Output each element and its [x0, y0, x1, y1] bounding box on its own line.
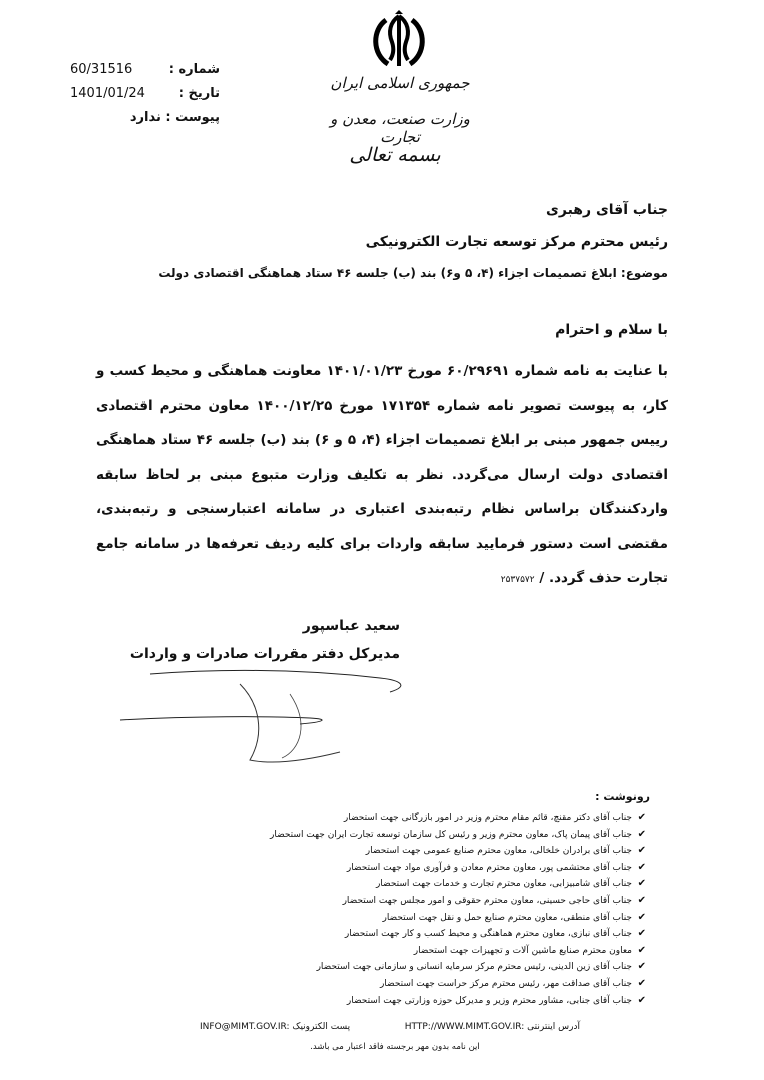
cc-item: ✔جناب آقای جنابی، مشاور محترم وزیر و مدیرکل حوزه وزارتی جهت استحضار: [176, 993, 646, 1010]
check-mark-icon: ✔: [637, 894, 646, 906]
cc-item: ✔جناب آقای منطقی، معاون محترم صنایع حمل و نقل جهت استحضار: [176, 910, 646, 927]
check-mark-icon: ✔: [637, 994, 646, 1006]
iran-emblem-icon: [364, 10, 434, 72]
cc-item: ✔جناب آقای حاجی حسینی، معاون محترم حقوقی و امور مجلس جهت استحضار: [176, 893, 646, 910]
body-reference-code: ۲۵۳۷۵۷۲: [500, 575, 535, 585]
check-mark-icon: ✔: [637, 961, 646, 973]
check-mark-icon: ✔: [637, 861, 646, 873]
signatory-name: سعید عباسپور: [302, 618, 400, 634]
cc-item: ✔جناب آقای صداقت مهر، رئیس محترم مرکز حراست جهت استحضار: [176, 976, 646, 993]
cc-item: ✔جناب آقای شامبیزابی، معاون محترم تجارت و خدمات جهت استحضار: [176, 876, 646, 893]
date-label: تاریخ :: [178, 86, 220, 101]
cc-list: [176, 810, 646, 1009]
letter-meta: [70, 58, 220, 130]
letter-attachment-row: [70, 106, 220, 130]
attachment-label: پیوست : ندارد: [129, 110, 220, 125]
check-mark-icon: ✔: [637, 845, 646, 857]
cc-item: ✔جناب آقای برادران خلخالی، معاون محترم صنایع عمومی جهت استحضار: [176, 843, 646, 860]
handwritten-signature: [110, 664, 430, 774]
check-mark-icon: ✔: [637, 944, 646, 956]
cc-item: ✔جناب آقای پیمان پاک، معاون محترم وزیر و رئیس کل سازمان توسعه تجارت ایران جهت استحضار: [176, 827, 646, 844]
cc-item: ✔جناب آقای محتشمی پور، معاون محترم معادن و فرآوری مواد جهت استحضار: [176, 860, 646, 877]
bismillah-heading: بسمه تعالی: [349, 144, 441, 166]
check-mark-icon: ✔: [637, 812, 646, 823]
recipient-name: جناب آقای رهبری: [546, 202, 668, 218]
date-value: 1401/01/24: [70, 86, 145, 101]
cc-item: ✔جناب آقای زین الدینی، رئیس محترم مرکز سرمایه انسانی و سازمانی جهت استحضار: [176, 959, 646, 976]
recipient-title: رئیس محترم مرکز توسعه تجارت الکترونیکی: [365, 234, 668, 250]
cc-heading: رونوشت :: [595, 790, 650, 803]
signatory-title: مدیرکل دفتر مقررات صادرات و واردات: [129, 646, 400, 662]
footer-website: HTTP://WWW.MIMT.GOV.IR: آدرس اینترنتی: [404, 1022, 580, 1032]
check-mark-icon: ✔: [637, 928, 646, 940]
letter-date-row: [70, 82, 220, 106]
check-mark-icon: ✔: [637, 878, 646, 890]
greeting: با سلام و احترام: [555, 322, 668, 338]
government-title: جمهوری اسلامی ایران: [330, 74, 470, 92]
letter-subject: موضوع: ابلاغ تصمیمات اجزاء (۴، ۵ و۶) بند (ب) جلسه ۴۶ ستاد هماهنگی اقتصادی دولت: [158, 266, 668, 280]
cc-item: ✔جناب آقای نبازی، معاون محترم هماهنگی و محیط کسب و کار جهت استحضار: [176, 926, 646, 943]
check-mark-icon: ✔: [637, 911, 646, 923]
cc-item: ✔جناب آقای دکتر مقنچ، قائم مقام محترم وزیر در امور بازرگانی جهت استحضار: [176, 810, 646, 827]
ministry-title: وزارت صنعت، معدن و تجارت: [330, 110, 470, 146]
letter-body: [96, 354, 668, 598]
cc-item: ✔معاون محترم صنایع ماشین آلات و تجهیزات جهت استحضار: [176, 943, 646, 960]
footer-note: این نامه بدون مهر برجسته فاقد اعتبار می باشد.: [310, 1042, 480, 1052]
footer-email: INFO@MIMT.GOV.IR: پست الکترونیک: [200, 1022, 351, 1032]
letter-number-row: [70, 58, 220, 82]
number-value: 60/31516: [70, 62, 133, 77]
letter-body-text: با عنایت به نامه شماره ۶۰/۲۹۶۹۱ مورخ ۱۴۰۱/۰۱/۲۳ معاونت هماهنگی و محیط کسب و کار، به پیوست تصویر نامه شماره ۱۷۱۳۵۴ مورخ ۱۴۰۰/۱۲/۲۵ معاون محترم اقتصادی رییس جمهور مبنی بر ابلاغ تصمیمات اجزاء (۴، ۵ و ۶) بند (ب) جلسه ۴۶ ستاد هماهنگی اقتصادی دولت ارسال می‌گردد. نظر به تکلیف وزارت متبوع مبنی بر لحاظ سابقه واردکنندگان براساس نظام رتبه‌بندی اعتباری در سامانه اعتبارسنجی و رتبه‌بندی، مقتضی است دستور فرمایید سابقه واردات برای کلیه ردیف تعرفه‌ها در سامانه جامع تجارت حذف گردد. /: [96, 363, 668, 586]
footer-contacts: [200, 1022, 580, 1032]
number-label: شماره :: [168, 62, 220, 77]
check-mark-icon: ✔: [637, 977, 646, 989]
check-mark-icon: ✔: [637, 828, 646, 840]
